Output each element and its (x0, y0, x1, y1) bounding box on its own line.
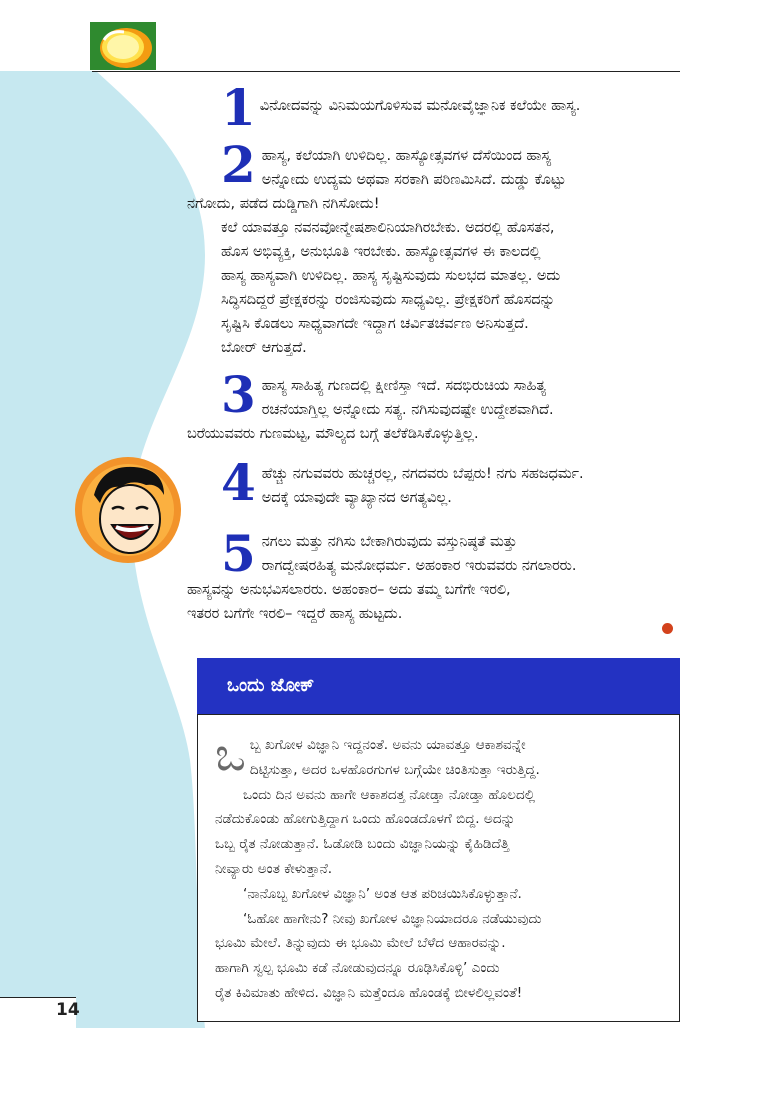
joke-line: ಒಬ್ಬ ರೈತ ನೋಡುತ್ತಾನೆ. ಓಡೋಡಿ ಬಂದು ವಿಜ್ಞಾನಿಯನ್ನು ಕೈಹಿಡಿದೆತ್ತಿ (215, 836, 510, 853)
point-3 (187, 365, 666, 446)
joke-line: ‘ನಾನೊಬ್ಬ ಖಗೋಳ ವಿಜ್ಞಾನಿ’ ಅಂತ ಆತ ಪರಿಚಯಿಸಿಕೊಳ್ಳುತ್ತಾನೆ. (243, 885, 522, 902)
point-line: ಹಾಸ್ಯ ಹಾಸ್ಯವಾಗಿ ಉಳಿದಿಲ್ಲ. ಹಾಸ್ಯ ಸೃಷ್ಟಿಸುವುದು ಸುಲಭದ ಮಾತಲ್ಲ. ಅದು (221, 268, 561, 284)
joke-title: ಒಂದು ಜೋಕ್ (197, 658, 680, 714)
point-line: ವಿನೋದವನ್ನು ವಿನಿಮಯಗೊಳಿಸುವ ಮನೋವೈಜ್ಞಾನಿಕ ಕಲೆಯೇ ಹಾಸ್ಯ. (259, 98, 581, 114)
joke-line: ಬ್ಬ ಖಗೋಳ ವಿಜ್ಞಾನಿ ಇದ್ದನಂತೆ. ಅವನು ಯಾವತ್ತೂ ಆಕಾಶವನ್ನೇ (249, 737, 526, 753)
page-number: 14 (56, 1000, 80, 1020)
joke-text (215, 727, 670, 1006)
point-5 (187, 524, 666, 626)
joke-line: ಒಂದು ದಿನ ಅವನು ಹಾಗೇ ಆಕಾಶದತ್ತ ನೋಡ್ತಾ ನೋಡ್ತಾ ಹೊಲದಲ್ಲಿ (243, 786, 536, 803)
point-number: 4 (221, 453, 256, 512)
point-line: ಕಲೆ ಯಾವತ್ತೂ ನವನವೋನ್ಮೇಷಶಾಲಿನಿಯಾಗಿರಬೇಕು. ಅದರಲ್ಲಿ ಹೊಸತನ, (221, 220, 555, 236)
point-number: 5 (221, 524, 256, 583)
top-rule (92, 71, 680, 72)
point-line: ರಾಗದ್ವೇಷರಹಿತ್ಯ ಮನೋಧರ್ಮ. ಅಹಂಕಾರ ಇರುವವರು ನಗಲಾರರು. (261, 558, 577, 574)
point-line: ಹಾಸ್ಯ ಸಾಹಿತ್ಯ ಗುಣದಲ್ಲಿ ಕ್ಷೀಣಿಸ್ತಾ ಇದೆ. ಸದಭಿರುಚಿಯ ಸಾಹಿತ್ಯ (261, 378, 547, 394)
point-line: ಬೋರ್ ಆಗುತ್ತದೆ. (221, 340, 307, 356)
point-line: ಇತರರ ಬಗೆಗೇ ಇರಲಿ– ಇದ್ದರೆ ಹಾಸ್ಯ ಹುಟ್ಟದು. (187, 606, 403, 622)
point-line: ರಚನೆಯಾಗ್ತಿಲ್ಲ ಅನ್ನೋದು ಸತ್ಯ. ನಗಿಸುವುದಷ್ಟೇ ಉದ್ದೇಶವಾಗಿದೆ. (261, 402, 554, 418)
point-line: ಸಿದ್ಧಿಸದಿದ್ದರೆ ಪ್ರೇಕ್ಷಕರನ್ನು ರಂಜಿಸುವುದು ಸಾಧ್ಯವಿಲ್ಲ. ಪ್ರೇಕ್ಷಕರಿಗೆ ಹೊಸದನ್ನು (221, 292, 556, 308)
point-line: ಹೆಚ್ಚು ನಗುವವರು ಹುಚ್ಚರಲ್ಲ, ನಗದವರು ಬೆಪ್ಪರು! ನಗು ಸಹಜಧರ್ಮ. (261, 466, 584, 482)
end-mark-dot (662, 623, 673, 634)
point-line: ನಗೋದು, ಪಡೆದ ದುಡ್ಡಿಗಾಗಿ ನಗಿಸೋದು! (187, 196, 380, 212)
bottom-rule (0, 997, 76, 998)
point-line: ಸೃಷ್ಟಿಸಿ ಕೊಡಲು ಸಾಧ್ಯವಾಗದೇ ಇದ್ದಾಗ ಚರ್ವಿತಚರ್ವಣ ಅನಿಸುತ್ತದೆ. (221, 316, 529, 332)
point-1 (221, 78, 666, 137)
point-line: ಬರೆಯುವವರು ಗುಣಮಟ್ಟ, ಮೌಲ್ಯದ ಬಗ್ಗೆ ತಲೆಕೆಡಿಸಿಕೊಳ್ಳುತ್ತಿಲ್ಲ. (187, 426, 479, 442)
point-line: ನಗಲು ಮತ್ತು ನಗಿಸು ಬೇಕಾಗಿರುವುದು ವಸ್ತುನಿಷ್ಠತೆ ಮತ್ತು (261, 534, 518, 550)
joke-line: ನೀವ್ಯಾರು ಅಂತ ಕೇಳುತ್ತಾನೆ. (215, 860, 333, 877)
point-number: 3 (221, 365, 256, 424)
point-2-continued (221, 216, 666, 360)
orange-slice-icon (90, 22, 156, 70)
joke-line: ದಿಟ್ಟಿಸುತ್ತಾ, ಅದರ ಒಳಹೊರಗುಗಳ ಬಗ್ಗೆಯೇ ಚಿಂತಿಸುತ್ತಾ ಇರುತ್ತಿದ್ದ. (249, 761, 540, 778)
point-line: ಹಾಸ್ಯ, ಕಲೆಯಾಗಿ ಉಳಿದಿಲ್ಲ. ಹಾಸ್ಯೋತ್ಸವಗಳ ದೆಸೆಯಿಂದ ಹಾಸ್ಯ (261, 148, 552, 164)
joke-line: ಹಾಗಾಗಿ ಸ್ವಲ್ಪ ಭೂಮಿ ಕಡೆ ನೋಡುವುದನ್ನೂ ರೂಢಿಸಿಕೊಳ್ಳಿ’ ಎಂದು (215, 960, 500, 977)
point-line: ಅದಕ್ಕೆ ಯಾವುದೇ ವ್ಯಾಖ್ಯಾನದ ಅಗತ್ಯವಿಲ್ಲ. (261, 490, 452, 506)
point-line: ಅನ್ನೋದು ಉದ್ಯಮ ಅಥವಾ ಸರಕಾಗಿ ಪರಿಣಮಿಸಿದೆ. ದುಡ್ಡು ಕೊಟ್ಟು (261, 172, 566, 188)
point-line: ಹೊಸ ಅಭಿವ್ಯಕ್ತಿ, ಅನುಭೂತಿ ಇರಬೇಕು. ಹಾಸ್ಯೋತ್ಸವಗಳ ಈ ಕಾಲದಲ್ಲಿ (221, 244, 541, 260)
point-line: ಹಾಸ್ಯವನ್ನು ಅನುಭವಿಸಲಾರರು. ಅಹಂಕಾರ– ಅದು ತಮ್ಮ ಬಗೆಗೇ ಇರಲಿ, (187, 582, 511, 598)
joke-line: ನಡೆದುಕೊಂಡು ಹೋಗುತ್ತಿದ್ದಾಗ ಒಂದು ಹೊಂಡದೊಳಗೆ ಬಿದ್ದ. ಅದನ್ನು (215, 811, 516, 828)
joke-line: ಭೂಮಿ ಮೇಲೆ. ತಿನ್ನುವುದು ಈ ಭೂಮಿ ಮೇಲೆ ಬೆಳೆದ ಆಹಾರವನ್ನು. (215, 935, 506, 952)
point-2 (187, 135, 666, 216)
joke-dropcap: ಒ (215, 727, 246, 781)
point-number: 2 (221, 135, 256, 194)
joke-box (197, 714, 680, 1022)
laughing-face-icon (72, 455, 184, 565)
joke-line: ರೈತ ಕಿವಿಮಾತು ಹೇಳಿದ. ವಿಜ್ಞಾನಿ ಮತ್ತೆಂದೂ ಹೊಂಡಕ್ಕೆ ಬೀಳಲಿಲ್ಲವಂತೆ! (215, 984, 523, 1001)
point-number: 1 (221, 78, 256, 137)
point-4 (221, 453, 666, 512)
joke-line: ‘ಓಹೋ ಹಾಗೇನು? ನೀವು ಖಗೋಳ ವಿಜ್ಞಾನಿಯಾದರೂ ನಡೆಯುವುದು (243, 910, 542, 927)
